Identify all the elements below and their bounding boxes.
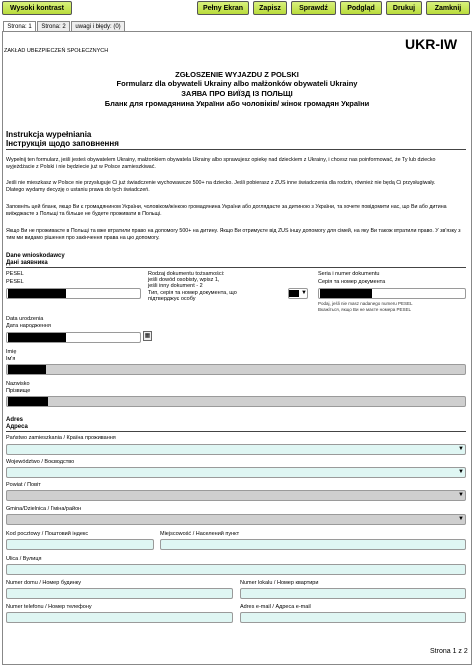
- applicant-heading-ua: Дані заявника: [6, 260, 48, 266]
- series-note-ua: Вкажіться, якщо Ви не маєте номера PESEL: [318, 307, 411, 312]
- surname-label-ua: Прізвище: [6, 388, 31, 394]
- name-label-pl: Imię: [6, 349, 17, 355]
- title-ua-1: ЗАЯВА ПРО ВИЇЗД ІЗ ПОЛЬЩІ: [181, 89, 293, 98]
- commune-label: Gmina/Dzielnica / Гміна/район: [6, 506, 82, 512]
- name-label-ua: Ім'я: [6, 356, 16, 362]
- commune-select[interactable]: [6, 514, 466, 525]
- surname-label-pl: Nazwisko: [6, 381, 30, 387]
- tab-page-1[interactable]: Strona: 1: [3, 21, 36, 32]
- page-indicator: Strona 1 z 2: [430, 648, 468, 655]
- address-heading-ua: Адреса: [6, 424, 28, 430]
- doc-type-line: jeśli dowód osobisty, wpisz 1,: [148, 277, 220, 284]
- tab-notes-errors[interactable]: uwagi i błędy: (0): [71, 21, 125, 32]
- tab-page-2[interactable]: Strona: 2: [37, 21, 70, 32]
- title-pl-1: ZGŁOSZENIE WYJAZDU Z POLSKI: [175, 70, 299, 79]
- country-label: Państwo zamieszkania / Країна проживання: [6, 435, 116, 441]
- first-name-input[interactable]: [6, 364, 466, 375]
- instructions-heading-ua: Інструкція щодо заповнення: [6, 139, 119, 148]
- redacted-pesel: [8, 289, 66, 298]
- voivodeship-label: Województwo / Воєводство: [6, 459, 75, 465]
- city-input[interactable]: [160, 539, 466, 550]
- doc-type-line: Тип, серія та номер документа, що: [148, 289, 237, 296]
- house-number-label: Numer domu / Номер будинку: [6, 580, 81, 586]
- chevron-down-icon: ▼: [458, 516, 464, 522]
- pesel-label-pl: PESEL: [6, 271, 24, 277]
- high-contrast-button[interactable]: Wysoki kontrast: [2, 1, 72, 15]
- email-label: Adres e-mail / Адреса e-mail: [240, 604, 311, 610]
- form-code: UKR-IW: [405, 36, 458, 52]
- instructions-p2: Jeśli nie mieszkasz w Polsce nie przysługuje Ci już świadczenie wychowawcze 500+ na dziecko. Jeśli pobierasz z ZUS inne świadczenia dla rodzin, również nie będą Ci przysługiwały. Dlatego wydamy decyzję o ustaniu prawa do tych świadczeń.: [6, 180, 436, 193]
- redacted-first-name: [8, 365, 46, 374]
- pesel-label-ua: PESEL: [6, 279, 24, 285]
- email-input[interactable]: [240, 612, 466, 623]
- flat-number-input[interactable]: [240, 588, 466, 599]
- redacted-surname: [8, 397, 48, 406]
- full-screen-button[interactable]: Pełny Ekran: [197, 1, 249, 15]
- series-label-pl: Seria i numer dokumentu: [318, 271, 380, 277]
- birth-label-pl: Data urodzenia: [6, 316, 44, 322]
- postal-code-input[interactable]: [6, 539, 154, 550]
- check-button[interactable]: Sprawdź: [291, 1, 336, 15]
- series-label-ua: Серія та номер документа: [318, 279, 386, 285]
- street-input[interactable]: [6, 564, 466, 575]
- title-pl-2: Formularz dla obywateli Ukrainy albo małżonków obywateli Ukrainy: [116, 79, 358, 88]
- title-ua-2: Бланк для громадянина України або чоловіків/ жінок громадян України: [104, 99, 370, 108]
- house-number-input[interactable]: [6, 588, 233, 599]
- surname-input[interactable]: [6, 396, 466, 407]
- doc-type-line: підтверджує особу: [148, 295, 196, 302]
- instructions-p1: Wypełnij ten formularz, jeśli jesteś obywatelem Ukrainy, małżonkiem obywatela Ukrainy albo sprawujesz opiekę nad dzieckiem z Ukrainy, i chcesz nas poinformować, że Ty lub dziecko wyjeżdżacie z Polski i nie będziecie już w Polsce zamieszkiwać.: [6, 157, 436, 170]
- county-select[interactable]: [6, 490, 466, 501]
- street-label: Ulica / Вулиця: [6, 556, 42, 562]
- divider: [6, 149, 466, 150]
- city-label: Miejscowość / Населений пункт: [160, 531, 240, 537]
- chevron-down-icon: ▼: [458, 492, 464, 498]
- address-heading-pl: Adres: [6, 417, 24, 423]
- close-button[interactable]: Zamknij: [426, 1, 470, 15]
- birth-label-ua: Дата народження: [6, 323, 51, 329]
- chevron-down-icon: ▼: [458, 469, 464, 475]
- redacted-series: [320, 289, 372, 298]
- instructions-p4: Якщо Ви не проживаєте в Польщі та вже втратили право на допомогу 500+ на дитину. Якщо Ви отримуєте від ZUS іншу допомогу для сімей, на яку Ви також втратили право. У зв'язку з тим ми видамо рішення про закінчення права на цю допомогу.: [6, 228, 461, 241]
- redacted-doc-type: [289, 290, 299, 297]
- voivodeship-select[interactable]: [6, 467, 466, 478]
- instructions-p3: Заповніть цей бланк, якщо Ви є громадянином України, чоловіком/жінкою громадянина України або доглядаєте за дитиною з України, та хочете повідомити нас, що Ви або дитина виїжджаєте з Польщі та більше не будете проживати в Польщі.: [6, 204, 447, 217]
- divider: [6, 267, 466, 268]
- county-label: Powiat / Повіт: [6, 482, 41, 488]
- chevron-down-icon: ▼: [301, 290, 307, 296]
- phone-input[interactable]: [6, 612, 233, 623]
- doc-type-line: jeśli inny dokument - 2: [148, 283, 203, 290]
- divider: [6, 431, 466, 432]
- redacted-birth-date: [8, 333, 66, 342]
- toolbar: [0, 0, 474, 18]
- chevron-down-icon: ▼: [458, 446, 464, 452]
- calendar-icon[interactable]: ▦: [144, 333, 151, 339]
- institution-name: ZAKŁAD UBEZPIECZEŃ SPOŁECZNYCH: [4, 48, 109, 54]
- doc-type-label: [148, 271, 237, 302]
- country-select[interactable]: [6, 444, 466, 455]
- instructions-heading-pl: Instrukcja wypełniania: [6, 130, 92, 139]
- save-button[interactable]: Zapisz: [253, 1, 287, 15]
- phone-label: Numer telefonu / Номер телефону: [6, 604, 92, 610]
- applicant-heading-pl: Dane wnioskodawcy: [6, 253, 65, 259]
- postal-code-label: Kod pocztowy / Поштовий індекс: [6, 531, 89, 537]
- doc-type-line: Rodzaj dokumentu tożsamości:: [148, 271, 225, 277]
- flat-number-label: Numer lokalu / Номер квартири: [240, 580, 319, 586]
- series-note-pl: Podaj, jeśli nie masz nadanego numeru PESEL: [318, 301, 413, 306]
- preview-button[interactable]: Podgląd: [340, 1, 382, 15]
- print-button[interactable]: Drukuj: [386, 1, 422, 15]
